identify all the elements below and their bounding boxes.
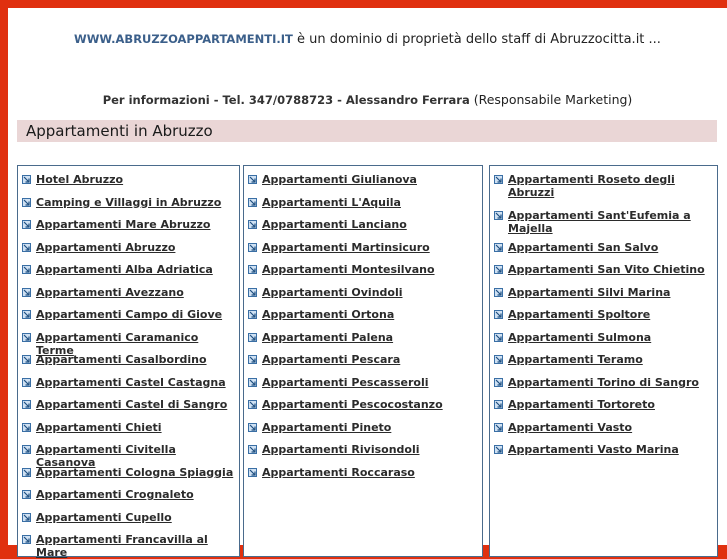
arrow-bullet-icon <box>22 378 31 387</box>
contact-phone: Per informazioni - Tel. 347/0788723 - Alessandro Ferrara <box>102 93 470 107</box>
apartment-link[interactable]: Appartamenti Silvi Marina <box>508 285 671 299</box>
arrow-bullet-icon <box>22 310 31 319</box>
link-list-item <box>490 331 717 344</box>
link-list-item <box>244 218 482 241</box>
arrow-bullet-icon <box>22 243 31 252</box>
link-list-item <box>244 331 482 354</box>
link-list-item <box>490 173 717 199</box>
arrow-bullet-icon <box>22 333 31 342</box>
arrow-bullet-icon <box>494 175 503 184</box>
link-list-item <box>490 209 717 235</box>
arrow-bullet-icon <box>494 310 503 319</box>
link-list-item <box>490 286 717 299</box>
link-list-item <box>490 376 717 389</box>
apartment-link[interactable]: Appartamenti Spoltore <box>508 308 651 321</box>
apartment-link[interactable]: Appartamenti Mare Abruzzo <box>36 218 211 231</box>
arrow-bullet-icon <box>22 468 31 477</box>
apartment-link[interactable]: Appartamenti Ortona <box>262 308 395 321</box>
link-list-item <box>490 443 717 456</box>
apartment-link[interactable]: Appartamenti San Salvo <box>508 240 659 254</box>
link-list-item <box>18 488 239 511</box>
arrow-bullet-icon <box>22 400 31 409</box>
apartment-link[interactable]: Appartamenti Pescara <box>262 353 401 366</box>
apartment-link[interactable]: Appartamenti Giulianova <box>262 173 417 186</box>
arrow-bullet-icon <box>248 288 257 297</box>
apartment-link[interactable]: Appartamenti Roccaraso <box>262 465 415 479</box>
link-list-item <box>244 263 482 286</box>
link-column-3 <box>489 165 718 557</box>
arrow-bullet-icon <box>248 468 257 477</box>
arrow-bullet-icon <box>22 535 31 544</box>
link-list-item <box>490 241 717 254</box>
link-list-item <box>18 241 239 264</box>
link-list-item <box>18 466 239 489</box>
link-list-item <box>18 533 239 559</box>
link-list-item <box>18 330 239 357</box>
arrow-bullet-icon <box>494 211 503 220</box>
domain-notice-text: è un dominio di proprietà dello staff di Abruzzocitta.it ... <box>292 32 661 47</box>
arrow-bullet-icon <box>494 265 503 274</box>
arrow-bullet-icon <box>494 445 503 454</box>
apartment-link[interactable]: Appartamenti Vasto Marina <box>508 443 679 456</box>
apartment-link[interactable]: Appartamenti Crognaleto <box>36 488 194 501</box>
apartment-link[interactable]: Appartamenti Casalbordino <box>36 353 207 366</box>
arrow-bullet-icon <box>248 198 257 207</box>
link-list-item <box>244 398 482 421</box>
link-list-item <box>18 353 239 376</box>
link-list-item <box>18 173 239 196</box>
link-list-item <box>490 353 717 366</box>
link-list-item <box>244 196 482 219</box>
apartment-link[interactable]: Appartamenti Martinsicuro <box>262 240 430 254</box>
link-list-item <box>18 218 239 241</box>
arrow-bullet-icon <box>22 355 31 364</box>
arrow-bullet-icon <box>248 333 257 342</box>
arrow-bullet-icon <box>248 423 257 432</box>
arrow-bullet-icon <box>22 445 31 454</box>
section-title: Appartamenti in Abruzzo <box>26 122 213 140</box>
arrow-bullet-icon <box>494 288 503 297</box>
apartment-link[interactable]: Appartamenti Tortoreto <box>508 398 655 411</box>
link-list-item <box>490 421 717 434</box>
link-list-item <box>18 398 239 421</box>
link-column-1 <box>17 165 240 557</box>
link-list-item <box>18 421 239 444</box>
apartment-link[interactable]: Camping e Villaggi in Abruzzo <box>36 195 222 209</box>
apartment-link[interactable]: Appartamenti Ovindoli <box>262 285 403 299</box>
link-list-item <box>490 263 717 276</box>
link-list-item <box>18 376 239 399</box>
arrow-bullet-icon <box>22 423 31 432</box>
apartment-link[interactable]: Appartamenti Sulmona <box>508 330 652 344</box>
apartment-link[interactable]: Appartamenti Pescasseroli <box>262 375 429 389</box>
link-list-item <box>18 443 239 469</box>
arrow-bullet-icon <box>494 333 503 342</box>
arrow-bullet-icon <box>248 310 257 319</box>
arrow-bullet-icon <box>22 265 31 274</box>
link-list-item <box>244 466 482 489</box>
link-list-item <box>18 196 239 219</box>
link-list-item <box>244 286 482 309</box>
arrow-bullet-icon <box>494 423 503 432</box>
apartment-link[interactable]: Appartamenti Cupello <box>36 510 172 524</box>
apartment-link[interactable]: Appartamenti Castel di Sangro <box>36 398 228 411</box>
contact-role: (Responsabile Marketing) <box>469 92 633 107</box>
link-list-item <box>18 263 239 286</box>
arrow-bullet-icon <box>248 378 257 387</box>
arrow-bullet-icon <box>248 220 257 229</box>
arrow-bullet-icon <box>248 175 257 184</box>
apartment-link[interactable]: Hotel Abruzzo <box>36 173 124 186</box>
arrow-bullet-icon <box>494 243 503 252</box>
apartment-link[interactable]: Appartamenti Torino di Sangro <box>508 375 699 389</box>
link-list-item <box>244 241 482 264</box>
link-list-item <box>490 398 717 411</box>
arrow-bullet-icon <box>494 378 503 387</box>
link-list-item <box>244 308 482 331</box>
arrow-bullet-icon <box>248 355 257 364</box>
arrow-bullet-icon <box>22 288 31 297</box>
link-list-item <box>244 443 482 466</box>
apartment-link[interactable]: Appartamenti Cologna Spiaggia <box>36 465 234 479</box>
apartment-link[interactable]: Appartamenti Vasto <box>508 420 633 434</box>
apartment-link[interactable]: Appartamenti San Vito Chietino <box>508 263 705 276</box>
apartment-link[interactable]: Appartamenti Chieti <box>36 420 162 434</box>
apartment-link[interactable]: Appartamenti Abruzzo <box>36 240 176 254</box>
link-list-item <box>18 286 239 309</box>
link-list-item <box>244 376 482 399</box>
apartment-link[interactable]: Appartamenti Palena <box>262 330 394 344</box>
link-list-item <box>18 511 239 534</box>
link-list-item <box>244 353 482 376</box>
domain-notice <box>8 32 727 47</box>
link-list-item <box>18 308 239 331</box>
apartment-link[interactable]: Appartamenti Caramanico Terme <box>36 330 199 357</box>
apartment-link[interactable]: Appartamenti Castel Castagna <box>36 375 226 389</box>
arrow-bullet-icon <box>248 243 257 252</box>
apartment-link[interactable]: Appartamenti Teramo <box>508 353 643 366</box>
section-header <box>17 120 717 142</box>
arrow-bullet-icon <box>22 175 31 184</box>
apartment-link[interactable]: Appartamenti Rivisondoli <box>262 443 420 456</box>
arrow-bullet-icon <box>494 355 503 364</box>
apartment-link[interactable]: Appartamenti Pescocostanzo <box>262 398 443 411</box>
arrow-bullet-icon <box>22 198 31 207</box>
apartment-link[interactable]: Appartamenti Montesilvano <box>262 263 435 276</box>
arrow-bullet-icon <box>248 265 257 274</box>
apartment-link[interactable]: Appartamenti Avezzano <box>36 285 184 299</box>
apartment-link[interactable]: Appartamenti L'Aquila <box>262 195 401 209</box>
apartment-link[interactable]: Appartamenti Campo di Giove <box>36 308 223 321</box>
apartment-link[interactable]: Appartamenti Roseto degli Abruzzi <box>508 173 675 199</box>
apartment-link[interactable]: Appartamenti Civitella Casanova <box>36 443 176 469</box>
link-list-item <box>244 421 482 444</box>
apartment-link[interactable]: Appartamenti Sant'Eufemia a Majella <box>508 208 691 235</box>
apartment-link[interactable]: Appartamenti Lanciano <box>262 218 407 231</box>
apartment-link[interactable]: Appartamenti Francavilla al Mare <box>36 533 208 559</box>
arrow-bullet-icon <box>248 400 257 409</box>
contact-info <box>8 92 727 107</box>
link-list-item <box>244 173 482 196</box>
link-list-item <box>490 308 717 321</box>
apartment-link[interactable]: Appartamenti Pineto <box>262 420 392 434</box>
arrow-bullet-icon <box>494 400 503 409</box>
arrow-bullet-icon <box>22 513 31 522</box>
arrow-bullet-icon <box>22 220 31 229</box>
link-column-2 <box>243 165 483 557</box>
arrow-bullet-icon <box>22 490 31 499</box>
apartment-link[interactable]: Appartamenti Alba Adriatica <box>36 263 213 276</box>
arrow-bullet-icon <box>248 445 257 454</box>
domain-name: WWW.ABRUZZOAPPARTAMENTI.IT <box>74 32 293 46</box>
page <box>8 8 727 559</box>
